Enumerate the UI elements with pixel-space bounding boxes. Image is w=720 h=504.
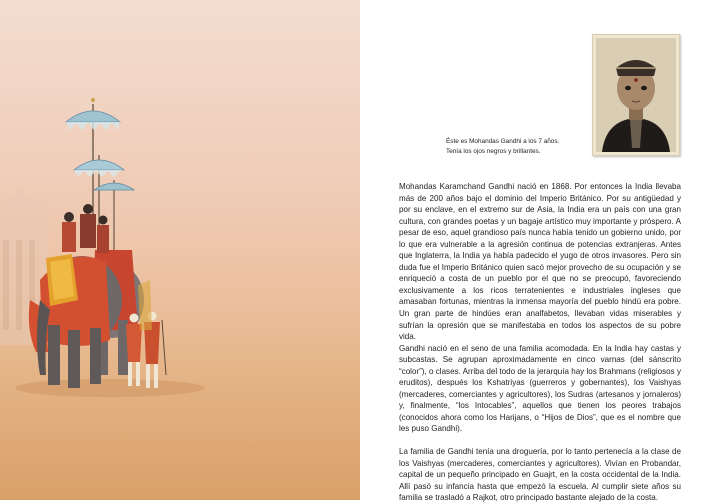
portrait-image — [596, 38, 676, 152]
gandhi-portrait-photo — [592, 34, 680, 156]
text-page — [360, 0, 720, 503]
paragraph-1: Mohandas Karamchand Gandhi nació en 1868. Por entonces la India llevaba más de 200 años bajo el dominio del Imperio Británico. Por su antigüedad y por su enclave, en el extremo sur de Asia, la India era un país con una gran cultura, con grandes poetas y un bagaje artístico muy importante y próspero. A pesar de eso, aquel grandioso país nunca había tenido un gobierno unido, por lo que era vulnerable a la agresión continua de potencias extranjeras. Antes que Inglaterra, la India ya había padecido el yugo de otros invasores. Pero sin duda fue el Imperio Británico quien sacó mejor provecho de su ocupación y se enriqueció a costa de un pueblo por el que no se preocupó, favoreciendo exclusivamente a los ricos terratenientes e industriales ingleses que amasaban fortunas, mientras la inmensa mayoría del pueblo hindú era pobre. Un gran parte de hindúes eran analfabetos, llevaban vidas miserables y sufrían la opresión que se manifestaba en todos los aspectos de su pobre vida. — [399, 182, 681, 342]
paragraph-2: Gandhi nació en el seno de una familia acomodada. En la India hay castas y subcastas. Se agrupan aproximadamente en cinco varnas (del sánscrito “color”), o clases. Arriba del todo de la jerarquía hay los Brahmans (religiosos y eruditos), después los Kshatriyas (guerreros y gobernantes), los Vaishyas (mercaderes, comerciantes y agricultores), los Sudras (artesanos y jornaleros) y, finalmente, “los Intocables”, aquellos que tienen los peores trabajos (conocidos ahora como los Harijans, o “Hijos de Dios”, que es el nombre que les puso Gandhi). — [399, 343, 681, 434]
paragraph-3: La familia de Gandhi tenía una droguería, por lo tanto pertenecía a la clase de los Vaishyas (mercaderes, comerciantes y agricultores). Vivían en Probandar, capital de un pequeño principado en Guajrt, en la costa occidental de la India. Allí pasó su infancia hasta que empezó la escuela. Al cumplir siete años su familia se trasladó a Rajkot, otro principado bastante alejado de la costa. — [399, 447, 681, 503]
parasol-top — [66, 98, 120, 220]
elephant-procession-illustration — [0, 0, 360, 500]
caption-line-1: Éste es Mohandas Gandhi a los 7 años. — [446, 138, 560, 145]
body-text — [399, 181, 681, 504]
caption-line-2: Tenía los ojos negros y brillantes. — [446, 147, 541, 155]
photo-caption — [446, 137, 596, 156]
illustration-page — [0, 0, 360, 500]
attendant-1 — [126, 314, 142, 387]
